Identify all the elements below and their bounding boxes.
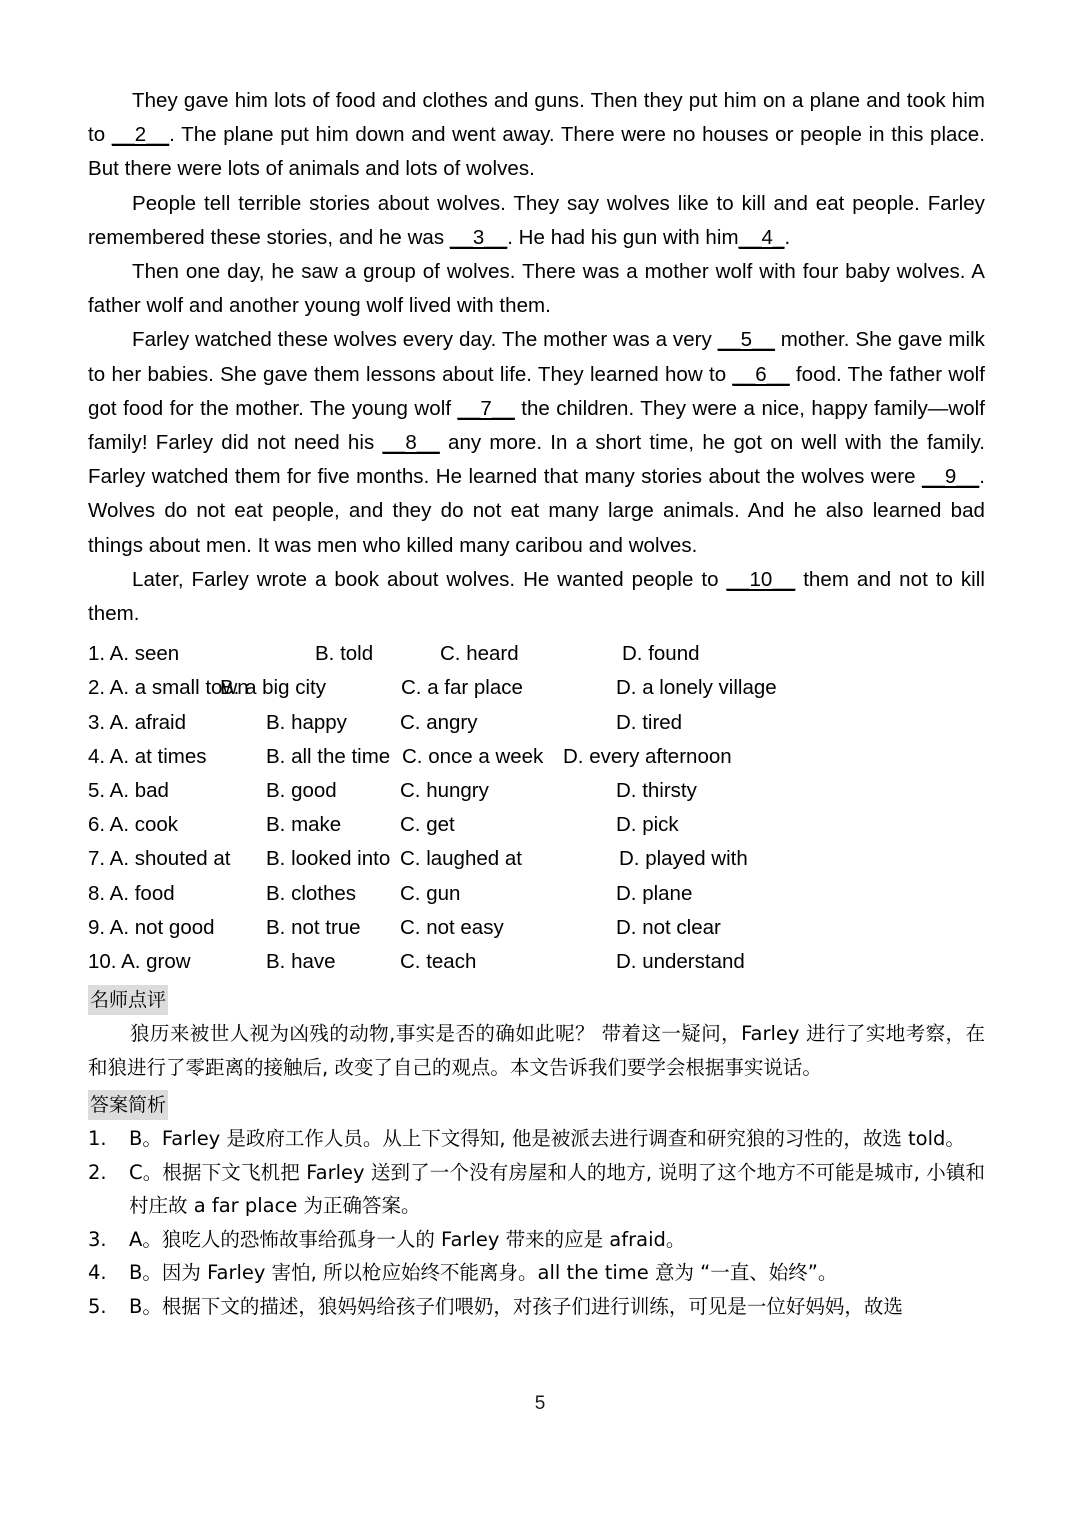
choice-option-c[interactable]: C. heard [440, 642, 519, 666]
choice-row [88, 706, 985, 740]
choice-number: 4. [88, 744, 110, 768]
choice-option-a-label: A. not good [109, 915, 215, 939]
choice-option-a[interactable] [88, 740, 207, 774]
choice-option-b[interactable]: B. make [266, 813, 342, 837]
answer-item-number: 4. [88, 1261, 107, 1285]
choice-option-a[interactable] [88, 945, 191, 979]
choice-option-d[interactable]: D. understand [616, 949, 745, 973]
choice-number: 1. [88, 642, 110, 666]
choice-row [88, 774, 985, 808]
choice-row [88, 911, 985, 945]
answer-item-text: B。根据下文的描述，狼妈妈给孩子们喂奶，对孩子们进行训练，可见是一位好妈妈，故选 [129, 1294, 903, 1318]
choice-row [88, 671, 985, 705]
choice-option-a[interactable] [88, 808, 178, 842]
choice-option-c[interactable]: C. a far place [401, 676, 523, 700]
choice-row [88, 877, 985, 911]
choice-option-a[interactable] [88, 774, 169, 808]
choice-option-d[interactable]: D. pick [616, 813, 679, 837]
passage-blank: __2__ [111, 123, 170, 147]
choice-option-b[interactable]: B. not true [266, 915, 361, 939]
multiple-choice-options [88, 637, 985, 979]
passage-paragraph [88, 255, 985, 323]
passage-text: They gave him lots of food and clothes and guns. Then they put him on a plane and took him to [88, 89, 985, 147]
passage-text: . Wolves do not eat people, and they do not eat many large animals. And he also learned bad things about men. It was men who killed many caribou and wolves. [88, 465, 985, 557]
choice-row [88, 740, 985, 774]
passage-text: . He had his gun with him [507, 225, 739, 249]
answer-analysis-heading: 答案简析 [88, 1090, 168, 1120]
answer-item-number: 3. [88, 1227, 107, 1251]
choice-option-c[interactable]: C. gun [400, 881, 461, 905]
passage-blank: __9__ [921, 465, 980, 489]
choice-row [88, 842, 985, 876]
choice-number: 8. [88, 881, 110, 905]
choice-option-c[interactable]: C. once a week [402, 744, 544, 768]
passage-blank: __7__ [457, 396, 515, 420]
passage-text: mother. She gave milk to her babies. She gave them lessons about life. They learned how to [88, 328, 985, 386]
passage-text: food. The father wolf got food for the mother. The young wolf [88, 362, 986, 420]
choice-option-c[interactable]: C. get [400, 813, 455, 837]
choice-option-a[interactable] [88, 877, 175, 911]
answer-item-number: 5. [88, 1294, 107, 1318]
choice-row [88, 637, 985, 671]
answer-analysis-item [88, 1156, 985, 1223]
commentary-heading: 名师点评 [88, 985, 168, 1015]
passage-text: Later, Farley wrote a book about wolves. He wanted people to [132, 567, 727, 591]
answer-item-number: 2. [88, 1160, 107, 1184]
passage-text: Farley watched these wolves every day. The mother was a very [132, 328, 718, 352]
answer-item-text: C。根据下文飞机把 Farley 送到了一个没有房屋和人的地方, 说明了这个地方不可能是城市, 小镇和村庄故 a far place 为正确答案。 [129, 1160, 985, 1218]
choice-option-a-label: A. cook [109, 813, 179, 837]
choice-number: 10. [88, 949, 122, 973]
answer-item-text: B。Farley 是政府工作人员。从上下文得知, 他是被派去进行调查和研究狼的习性的，故选 told。 [129, 1127, 965, 1151]
answer-analysis-item [88, 1223, 985, 1257]
choice-option-b[interactable]: B. good [266, 779, 337, 802]
commentary-text: 狼历来被世人视为凶残的动物,事实是否的确如此呢？ 带着这一疑问，Farley 进行了实地考察，在和狼进行了零距离的接触后, 改变了自己的观点。本文告诉我们要学会根据事实说话。 [88, 1022, 985, 1079]
answer-analysis-item [88, 1256, 985, 1290]
answer-item-number: 1. [88, 1127, 107, 1151]
answer-analysis-item [88, 1122, 985, 1156]
choice-option-c[interactable]: C. not easy [400, 915, 504, 939]
choice-option-d[interactable]: D. found [622, 642, 700, 666]
choice-option-b[interactable]: B. a big city [220, 676, 326, 700]
choice-row [88, 945, 985, 979]
choice-number: 6. [88, 813, 110, 837]
choice-option-d[interactable]: D. thirsty [616, 779, 697, 802]
choice-option-a-label: A. bad [109, 779, 169, 802]
passage-text: People tell terrible stories about wolves. They say wolves like to kill and eat people. Farley remembered these stories, and he was [88, 191, 985, 249]
choice-number: 5. [88, 779, 110, 802]
answer-item-text: A。狼吃人的恐怖故事给孤身一人的 Farley 带来的应是 afraid。 [129, 1227, 686, 1251]
choice-option-b[interactable]: B. happy [266, 710, 347, 734]
passage-paragraph [88, 187, 985, 255]
choice-option-d[interactable]: D. not clear [616, 915, 721, 939]
choice-option-a[interactable] [88, 842, 230, 876]
passage-blank: __5__ [717, 328, 775, 352]
passage-paragraph [88, 563, 985, 631]
choice-option-c[interactable]: C. laughed at [400, 847, 522, 871]
choice-number: 9. [88, 915, 110, 939]
passage-text: them and not to kill them. [88, 567, 985, 626]
choice-option-d[interactable]: D. a lonely village [616, 676, 777, 700]
passage-blank: __4_ [738, 225, 785, 249]
choice-option-b[interactable]: B. have [266, 949, 336, 973]
choice-option-a-label: A. a small town [109, 676, 249, 700]
choice-option-a-label: A. afraid [109, 710, 187, 734]
answer-analysis-section [88, 1084, 985, 1323]
choice-option-a-label: A. at times [109, 744, 207, 768]
choice-option-a[interactable] [88, 637, 179, 671]
choice-option-b[interactable]: B. all the time [266, 744, 391, 768]
choice-option-b[interactable]: B. told [315, 642, 374, 666]
answer-analysis-item [88, 1290, 985, 1324]
passage-blank: __6__ [732, 362, 790, 386]
choice-option-c[interactable]: C. angry [400, 710, 478, 734]
page-number: 5 [534, 1393, 546, 1414]
choice-option-b[interactable]: B. clothes [266, 881, 357, 905]
choice-option-a-label: A. shouted at [109, 847, 231, 871]
passage-text: any more. In a short time, he got on well with the family. Farley watched them for five months. He learned that many stories about the wolves were [88, 431, 985, 489]
passage-text: Then one day, he saw a group of wolves. There was a mother wolf with four baby wolves. A father wolf and another young wolf lived with them. [88, 260, 985, 318]
passage-paragraph [88, 323, 985, 562]
choice-option-a-label: A. grow [121, 949, 191, 973]
choice-option-d[interactable]: D. played with [619, 847, 748, 871]
choice-option-a[interactable] [88, 911, 215, 945]
passage-blank: __3__ [449, 225, 508, 249]
choice-number: 7. [88, 847, 110, 871]
choice-number: 3. [88, 710, 110, 734]
choice-row [88, 808, 985, 842]
passage-blank: __8__ [382, 431, 440, 455]
passage-text: the children. They were a nice, happy family—wolf family! Farley did not need his [88, 396, 986, 455]
choice-option-a-label: A. seen [109, 642, 180, 666]
reading-passage [88, 84, 985, 631]
choice-option-d[interactable]: D. tired [616, 710, 683, 734]
choice-number: 2. [88, 676, 110, 700]
choice-option-c[interactable]: C. teach [400, 949, 477, 973]
choice-option-a[interactable] [88, 706, 186, 740]
passage-blank: __10__ [726, 567, 796, 591]
choice-option-b[interactable]: B. looked into [266, 847, 391, 871]
commentary-section [88, 979, 985, 1084]
answer-analysis-list [88, 1122, 985, 1323]
passage-text: . The plane put him down and went away. There were no houses or people in this place. But there were lots of animals and lots of wolves. [88, 123, 986, 181]
choice-option-c[interactable]: C. hungry [400, 779, 489, 802]
choice-option-a-label: A. food [109, 881, 175, 905]
passage-paragraph [88, 84, 985, 187]
answer-item-text: B。因为 Farley 害怕, 所以枪应始终不能离身。all the time 意为 “一直、始终”。 [129, 1261, 838, 1285]
choice-option-d[interactable]: D. plane [616, 881, 693, 905]
passage-text: . [784, 225, 791, 249]
choice-option-d[interactable]: D. every afternoon [563, 744, 732, 768]
